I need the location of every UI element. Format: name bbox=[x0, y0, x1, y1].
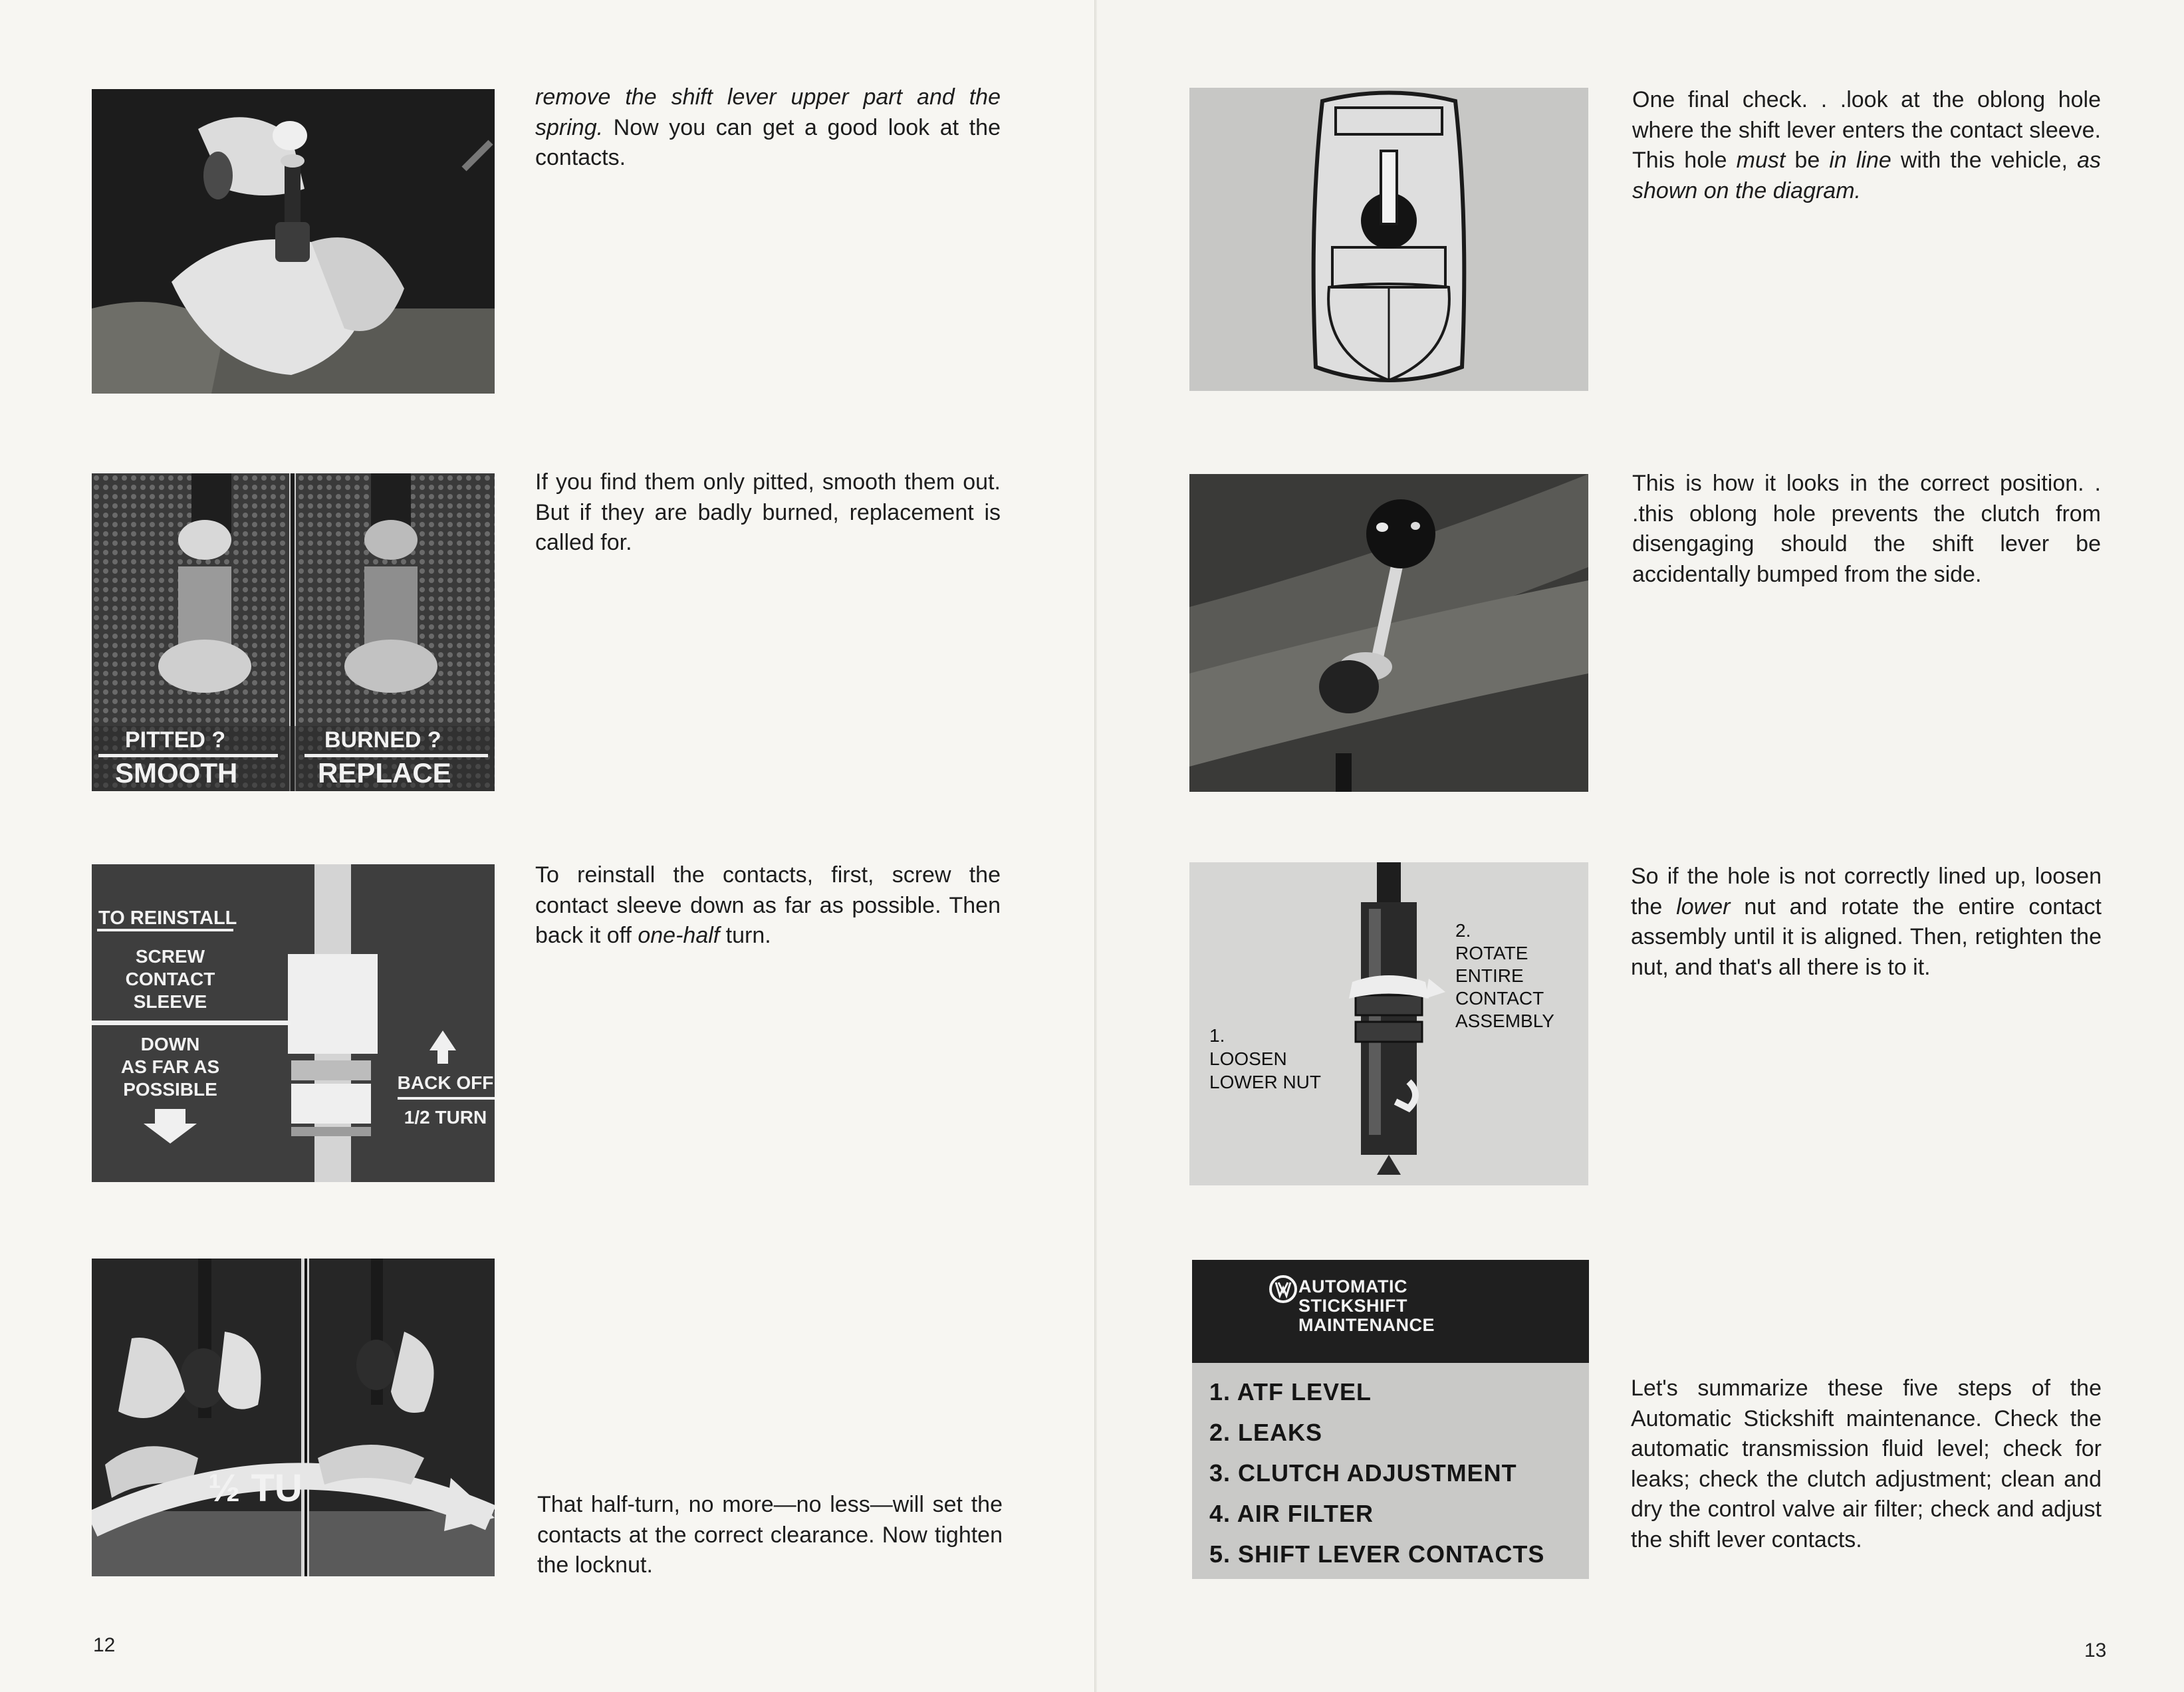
svg-text:1/2 TURN: 1/2 TURN bbox=[404, 1107, 487, 1128]
label-pitted: PITTED ? bbox=[125, 727, 226, 753]
maintenance-card-header bbox=[1192, 1260, 1589, 1363]
photo-pitted-burned-contacts bbox=[92, 473, 495, 791]
list-item: 2. LEAKS bbox=[1209, 1419, 1323, 1446]
text-block-3: To reinstall the contacts, first, screw the contact sleeve down as far as possible. Then back it off one-half turn. bbox=[535, 862, 1001, 948]
label-smooth: SMOOTH bbox=[115, 757, 238, 788]
svg-text:LOOSEN: LOOSEN bbox=[1209, 1048, 1287, 1069]
svg-text:ASSEMBLY: ASSEMBLY bbox=[1455, 1011, 1554, 1031]
svg-text:1.: 1. bbox=[1209, 1025, 1225, 1046]
svg-text:2.: 2. bbox=[1455, 920, 1471, 941]
svg-text:LOWER NUT: LOWER NUT bbox=[1209, 1072, 1321, 1092]
label-half-turn: ½ TU bbox=[208, 1467, 303, 1510]
svg-text:POSSIBLE: POSSIBLE bbox=[123, 1079, 217, 1100]
list-item: 1. ATF LEVEL bbox=[1209, 1378, 1372, 1405]
page-number-right: 13 bbox=[2084, 1639, 2107, 1661]
page-number-left: 12 bbox=[93, 1634, 116, 1656]
svg-text:ROTATE: ROTATE bbox=[1455, 943, 1528, 963]
list-item: 3. CLUTCH ADJUSTMENT bbox=[1209, 1459, 1517, 1487]
svg-text:SCREW: SCREW bbox=[135, 946, 205, 967]
photo-half-turn-wrench bbox=[92, 1259, 495, 1576]
text-block-6: This is how it looks in the correct position. . .this oblong hole prevents the clutch from disengaging should the shift lever be accidentally bumped from the side. bbox=[1632, 471, 2101, 587]
maintenance-card-title: AUTOMATIC STICKSHIFT MAINTENANCE bbox=[1298, 1276, 1435, 1335]
text-block-4: That half-turn, no more—no less—will set the contacts at the correct clearance. Now tighten the locknut. bbox=[537, 1492, 1003, 1578]
diagram-to-reinstall bbox=[92, 864, 495, 1182]
label-to-reinstall: TO REINSTALL bbox=[98, 907, 237, 929]
svg-text:AS FAR AS: AS FAR AS bbox=[120, 1056, 220, 1077]
label-burned: BURNED ? bbox=[324, 727, 441, 753]
photo-shift-lever-correct-position bbox=[1189, 474, 1588, 792]
list-item: 4. AIR FILTER bbox=[1209, 1500, 1374, 1527]
label-replace: REPLACE bbox=[318, 757, 451, 788]
maintenance-card bbox=[1192, 1260, 1589, 1579]
text-block-5: One final check. . .look at the oblong hole where the shift lever enters the contact sleeve. This hole must be in line with the vehicle, as shown on the diagram. bbox=[1632, 87, 2101, 203]
photo-removing-shift-lever bbox=[92, 89, 495, 394]
text-block-8: Let's summarize these five steps of the Automatic Stickshift maintenance. Check the automatic transmission fluid level; check for leaks; check the clutch adjustment; clean and dry the control valve air filter; check and adjust the shift lever contacts. bbox=[1631, 1376, 2102, 1552]
right-page bbox=[1097, 0, 2184, 1692]
vw-logo-icon bbox=[1269, 1274, 1298, 1304]
text-block-7: So if the hole is not correctly lined up, loosen the lower nut and rotate the entire contact assembly until it is aligned. Then, retighten the nut, and that's all there is to it. bbox=[1631, 864, 2102, 980]
svg-text:CONTACT: CONTACT bbox=[125, 969, 215, 989]
list-item: 5. SHIFT LEVER CONTACTS bbox=[1209, 1540, 1545, 1568]
diagram-loosen-rotate bbox=[1189, 862, 1588, 1185]
svg-text:CONTACT: CONTACT bbox=[1455, 988, 1544, 1009]
text-block-2: If you find them only pitted, smooth them out. But if they are badly burned, replacement is called for. bbox=[535, 469, 1001, 555]
diagram-car-top-view bbox=[1189, 88, 1588, 391]
svg-text:DOWN: DOWN bbox=[140, 1034, 200, 1054]
text-block-1: remove the shift lever upper part and the spring. Now you can get a good look at the contacts. bbox=[535, 84, 1001, 170]
svg-text:SLEEVE: SLEEVE bbox=[133, 991, 207, 1012]
maintenance-list bbox=[1209, 1372, 1544, 1574]
svg-text:ENTIRE: ENTIRE bbox=[1455, 965, 1524, 986]
svg-text:BACK OFF: BACK OFF bbox=[397, 1072, 494, 1093]
